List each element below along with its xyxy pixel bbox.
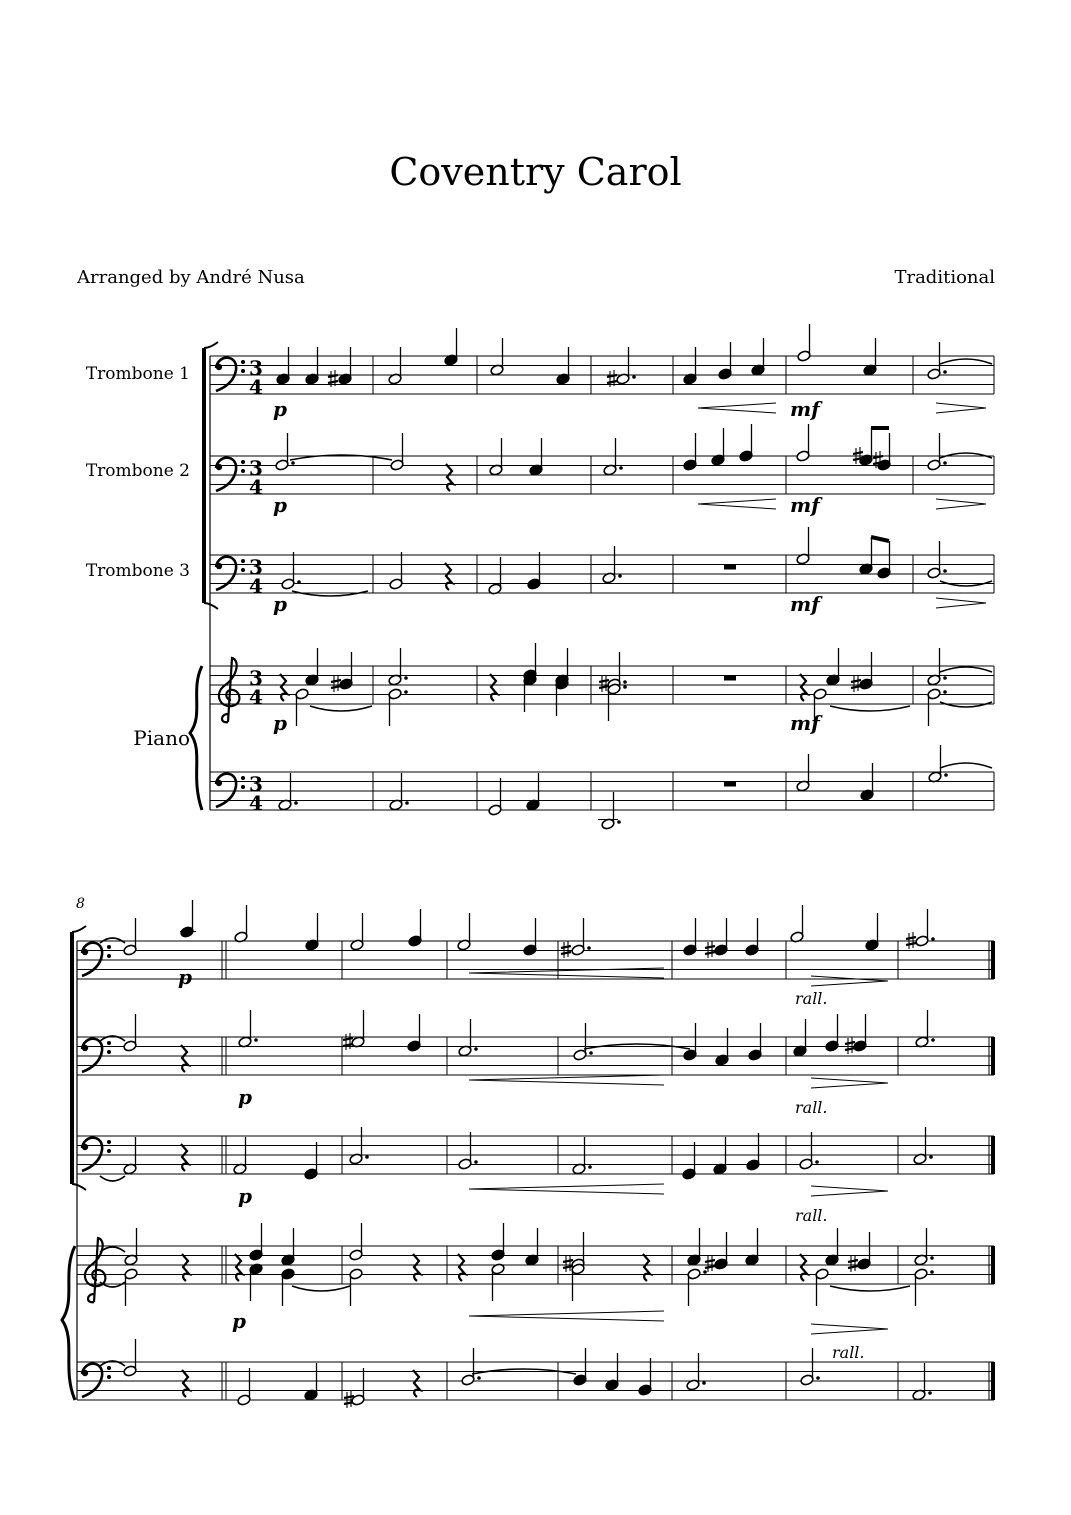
- augmentation-dot: [365, 1155, 369, 1159]
- bass-clef-curve: [82, 1039, 102, 1072]
- bass-clef-icon: [216, 557, 245, 590]
- tie-slur: [310, 706, 372, 711]
- final-barline-thick: [991, 1037, 995, 1075]
- time-signature-bottom: 4: [249, 685, 263, 709]
- sharp-stroke: [607, 381, 617, 383]
- sharp-accidental-icon: [845, 1037, 855, 1054]
- dynamic-piano: p: [273, 592, 287, 616]
- augmentation-dot: [404, 676, 408, 680]
- augmentation-dot: [291, 461, 295, 465]
- augmentation-dot: [632, 375, 636, 379]
- sharp-stroke: [853, 452, 863, 454]
- sharp-stroke: [343, 1044, 353, 1046]
- tie-slur: [940, 763, 992, 768]
- quarter-rest-icon: [181, 1045, 188, 1072]
- dynamic-piano: p: [238, 1085, 252, 1109]
- bass-clef-curve: [216, 458, 236, 491]
- augmentation-dot: [474, 1047, 478, 1051]
- whole-rest-icon: [724, 782, 736, 787]
- augmentation-dot: [404, 690, 408, 694]
- sharp-stroke: [851, 686, 861, 688]
- dynamic-piano: p: [273, 493, 287, 517]
- rall-marking: rall.: [795, 1206, 828, 1225]
- augmentation-dot: [623, 680, 627, 684]
- crescendo-hairpin: [698, 499, 776, 509]
- crescendo-hairpin: [469, 1311, 664, 1321]
- bass-clef-dot: [216, 563, 222, 569]
- tie-slur: [940, 359, 992, 364]
- sharp-stroke: [563, 1266, 573, 1268]
- tie-slur: [292, 1286, 350, 1291]
- sharp-stroke: [344, 1396, 354, 1398]
- bass-clef-dot: [82, 1045, 88, 1051]
- time-signature-bottom: 4: [249, 574, 263, 598]
- bass-clef-curve: [82, 943, 102, 976]
- sharp-stroke: [561, 946, 571, 948]
- bass-clef-dot: [241, 360, 245, 364]
- piano-brace: [62, 1246, 75, 1400]
- sharp-stroke: [705, 1260, 715, 1262]
- bass-clef-dot: [241, 785, 245, 789]
- dynamic-mezzo_forte: mf: [790, 711, 820, 735]
- dynamic-piano: p: [178, 965, 192, 989]
- final-barline-thick: [991, 1136, 995, 1174]
- sharp-stroke: [563, 1260, 573, 1262]
- sharp-stroke: [599, 680, 609, 682]
- bass-clef-curve: [82, 1364, 102, 1397]
- sharp-stroke: [848, 1266, 858, 1268]
- augmentation-dot: [405, 801, 409, 805]
- bass-clef-dot: [241, 559, 245, 563]
- tie-slur: [940, 667, 992, 672]
- sharp-stroke: [328, 381, 338, 383]
- bass-clef-curve: [216, 774, 236, 807]
- crescendo-hairpin: [469, 1184, 664, 1194]
- augmentation-dot: [943, 676, 947, 680]
- instrument-label-trombone-3: Trombone 3: [85, 561, 190, 581]
- bass-clef-dot: [241, 369, 245, 373]
- sharp-stroke: [331, 680, 341, 682]
- bass-clef-dot: [82, 1144, 88, 1150]
- augmentation-dot: [815, 1160, 819, 1164]
- quarter-rest-icon: [235, 1254, 242, 1281]
- bass-clef-dot: [107, 1050, 111, 1054]
- quarter-rest-icon: [280, 674, 287, 701]
- bass-clef-dot: [82, 949, 88, 955]
- augmentation-dot: [254, 1038, 258, 1042]
- quarter-rest-icon: [182, 1370, 189, 1397]
- augmentation-dot: [928, 1391, 932, 1395]
- sharp-stroke: [845, 1048, 855, 1050]
- augmentation-dot: [477, 1376, 481, 1380]
- sharp-accidental-icon: [561, 941, 571, 958]
- sharp-accidental-icon: [343, 1033, 353, 1050]
- augmentation-dot: [943, 461, 947, 465]
- dynamic-mezzo_forte: mf: [790, 493, 820, 517]
- bass-clef-icon: [82, 1039, 111, 1072]
- quarter-rest-icon: [800, 674, 807, 701]
- sharp-stroke: [851, 680, 861, 682]
- augmentation-dot: [588, 1165, 592, 1169]
- augmentation-dot: [930, 1270, 934, 1274]
- tie-slur: [100, 1247, 125, 1252]
- augmentation-dot: [702, 1381, 706, 1385]
- quarter-rest-icon: [181, 1144, 188, 1171]
- sharp-stroke: [599, 686, 609, 688]
- augmentation-dot: [943, 370, 947, 374]
- sharp-stroke: [845, 1042, 855, 1044]
- crescendo-hairpin: [469, 1075, 664, 1085]
- instrument-label-trombone-2: Trombone 2: [85, 461, 190, 481]
- sharp-stroke: [848, 1260, 858, 1262]
- bass-clef-dot: [107, 1375, 111, 1379]
- bass-clef-curve: [216, 358, 236, 391]
- augmentation-dot: [816, 1376, 820, 1380]
- sharp-stroke: [906, 943, 916, 945]
- time-signature-bottom: 4: [249, 375, 263, 399]
- augmentation-dot: [931, 1038, 935, 1042]
- bass-clef-icon: [82, 1138, 111, 1171]
- final-barline-thick: [991, 1246, 995, 1284]
- time-signature-bottom: 4: [249, 475, 263, 499]
- bass-clef-dot: [82, 1370, 88, 1376]
- quarter-rest-icon: [413, 1370, 420, 1397]
- augmentation-dot: [617, 820, 621, 824]
- bass-clef-icon: [82, 943, 111, 976]
- time-signature-top: 3: [249, 772, 263, 796]
- time-signature-bottom: 4: [249, 791, 263, 815]
- tie-slur: [830, 1286, 910, 1291]
- measure-number: 8: [76, 896, 85, 912]
- bass-clef-curve: [82, 1138, 102, 1171]
- decrescendo-hairpin: [936, 598, 986, 608]
- bass-clef-dot: [216, 780, 222, 786]
- bass-clef-dot: [107, 1140, 111, 1144]
- sharp-stroke: [343, 1038, 353, 1040]
- augmentation-dot: [587, 946, 591, 950]
- bass-clef-icon: [216, 774, 245, 807]
- decrescendo-hairpin: [936, 499, 986, 509]
- tie-slur: [100, 1176, 125, 1181]
- bass-clef-icon: [82, 1364, 111, 1397]
- bass-clef-dot: [107, 1149, 111, 1153]
- treble-clef-icon: [85, 1238, 105, 1302]
- crescendo-hairpin: [698, 403, 776, 413]
- dynamic-piano: p: [273, 397, 287, 421]
- quarter-rest-icon: [413, 1254, 420, 1281]
- page-title: Coventry Carol: [389, 150, 682, 194]
- quarter-rest-icon: [182, 1254, 189, 1281]
- augmentation-dot: [623, 685, 627, 689]
- augmentation-dot: [943, 690, 947, 694]
- bass-clef-dot: [216, 464, 222, 470]
- sharp-accidental-icon: [331, 675, 341, 692]
- dynamic-mezzo_forte: mf: [790, 592, 820, 616]
- instrument-label-trombone-1: Trombone 1: [85, 364, 190, 384]
- sharp-accidental-icon: [848, 1255, 858, 1272]
- sharp-accidental-icon: [705, 941, 715, 958]
- augmentation-dot: [619, 466, 623, 470]
- rall-marking: rall.: [832, 1343, 865, 1362]
- augmentation-dot: [474, 1160, 478, 1164]
- quarter-rest-icon: [800, 1254, 807, 1281]
- decrescendo-hairpin: [811, 976, 888, 986]
- decrescendo-hairpin: [811, 1324, 888, 1334]
- quarter-rest-icon: [446, 464, 453, 491]
- time-signature-top: 3: [249, 555, 263, 579]
- time-signature-top: 3: [249, 666, 263, 690]
- time-signature-top: 3: [249, 456, 263, 480]
- time-signature-top: 3: [249, 356, 263, 380]
- bass-clef-dot: [241, 568, 245, 572]
- dynamic-piano: p: [238, 1184, 252, 1208]
- sharp-stroke: [561, 952, 571, 954]
- augmentation-dot: [943, 569, 947, 573]
- dynamic-piano: p: [232, 1309, 246, 1333]
- tie-slur: [830, 706, 910, 711]
- augmentation-dot: [294, 801, 298, 805]
- sharp-accidental-icon: [851, 675, 861, 692]
- bass-clef-icon: [216, 358, 245, 391]
- augmentation-dot: [618, 574, 622, 578]
- dynamic-mezzo_forte: mf: [790, 397, 820, 421]
- sharp-stroke: [705, 952, 715, 954]
- augmentation-dot: [931, 937, 935, 941]
- sharp-accidental-icon: [705, 1255, 715, 1272]
- trombone-bracket-hook: [72, 926, 86, 1190]
- whole-rest-icon: [724, 565, 736, 570]
- final-barline-thick: [991, 941, 995, 979]
- sharp-stroke: [331, 686, 341, 688]
- piano-brace: [190, 666, 202, 810]
- bass-clef-dot: [107, 945, 111, 949]
- rall-marking: rall.: [795, 989, 828, 1008]
- bass-clef-dot: [107, 954, 111, 958]
- bass-clef-dot: [107, 1366, 111, 1370]
- augmentation-dot: [703, 1270, 707, 1274]
- sharp-stroke: [705, 946, 715, 948]
- quarter-rest-icon: [458, 1254, 465, 1281]
- augmentation-dot: [930, 1256, 934, 1260]
- decrescendo-hairpin: [936, 403, 986, 413]
- augmentation-dot: [589, 1051, 593, 1055]
- bass-clef-dot: [241, 460, 245, 464]
- decrescendo-hairpin: [811, 1078, 888, 1088]
- bass-clef-dot: [107, 1041, 111, 1045]
- rall-marking: rall.: [795, 1098, 828, 1117]
- eighth-beam: [871, 537, 889, 541]
- dynamic-piano: p: [273, 711, 287, 735]
- decrescendo-hairpin: [811, 1186, 888, 1196]
- arranger-credit: Arranged by André Nusa: [77, 267, 305, 288]
- instrument-label-piano: Piano: [133, 726, 190, 750]
- augmentation-dot: [944, 773, 948, 777]
- whole-rest-icon: [724, 676, 736, 681]
- quarter-rest-icon: [643, 1254, 650, 1281]
- augmentation-dot: [297, 580, 301, 584]
- augmentation-dot: [929, 1155, 933, 1159]
- treble-clef-icon: [219, 658, 239, 722]
- bass-clef-curve: [216, 557, 236, 590]
- sharp-stroke: [906, 937, 916, 939]
- bass-clef-dot: [241, 469, 245, 473]
- final-barline-thick: [991, 1362, 995, 1400]
- sharp-stroke: [705, 1266, 715, 1268]
- quarter-rest-icon: [445, 563, 452, 590]
- composer-credit: Traditional: [894, 267, 995, 288]
- quarter-rest-icon: [490, 674, 497, 701]
- bass-clef-icon: [216, 458, 245, 491]
- bass-clef-dot: [216, 364, 222, 370]
- bass-clef-dot: [241, 776, 245, 780]
